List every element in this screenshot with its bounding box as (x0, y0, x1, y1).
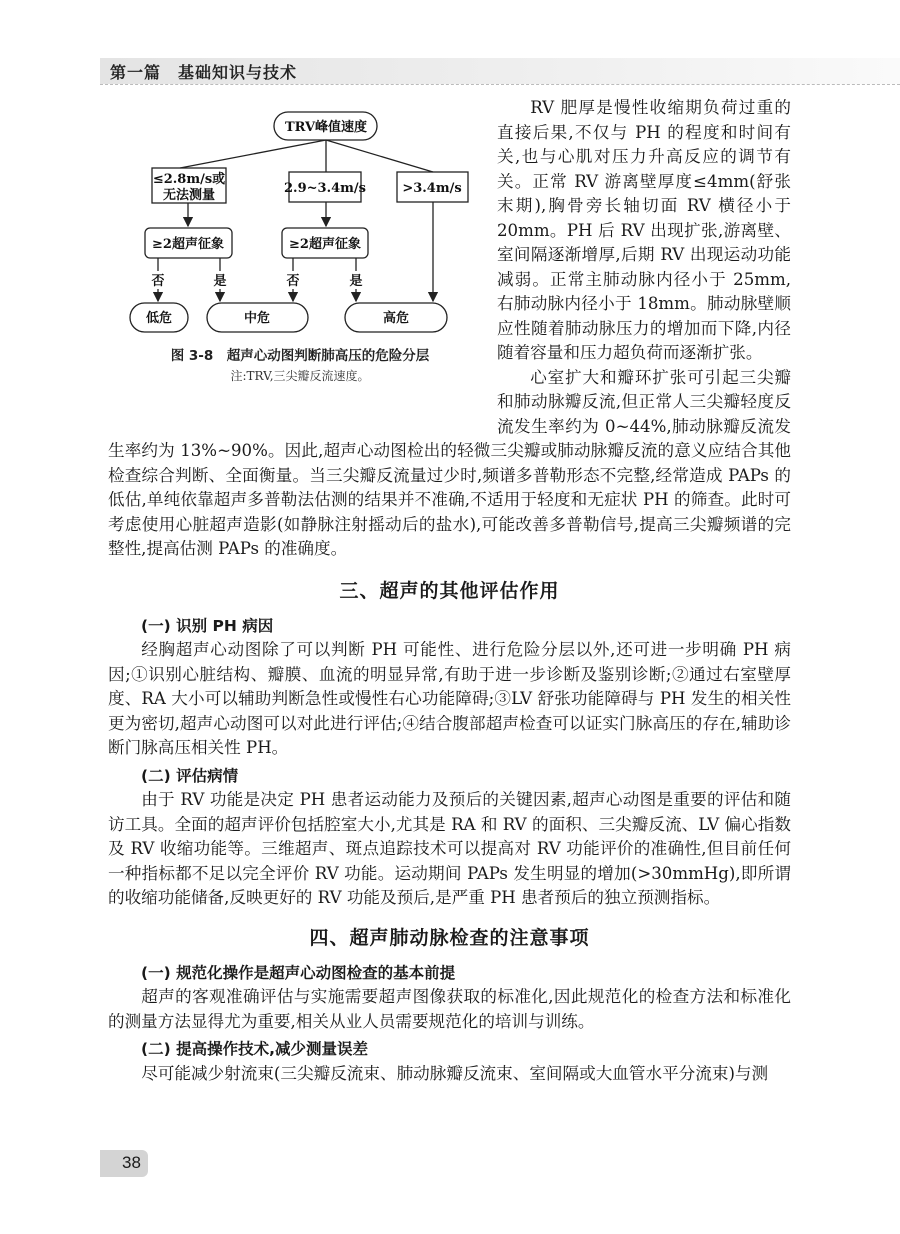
rv-paragraph: RV 肥厚是慢性收缩期负荷过重的直接后果,不仅与 PH 的程度和时间有关,也与心肌对压力升高反应的调节有关。正常 RV 游离壁厚度≤4mm(舒张末期),胸骨旁长轴切面 RV 横径小于20mm。PH 后 RV 出现扩张,游离壁、室间隔逐渐增厚,后期 RV 出现运动功能减弱。正常主肺动脉内径小于 25mm,右肺动脉内径小于 18mm。肺动脉壁顺应性随着肺动脉压力的增加而下降,内径随着容量和压力超负荷而逐渐扩张。 (497, 98, 791, 362)
section-4-title: 四、超声肺动脉检查的注意事项 (309, 926, 590, 949)
section-3-title: 三、超声的其他评估作用 (339, 579, 560, 602)
no-label-1: 否 (151, 274, 165, 289)
box1-line2: 无法测量 (162, 188, 216, 203)
sign1-label: ≥2超声征象 (152, 237, 224, 252)
box2-label: 2.9~3.4m/s (284, 181, 366, 196)
s3-paragraph-2: 由于 RV 功能是决定 PH 患者运动能力及预后的关键因素,超声心动图是重要的评估和随访工具。全面的超声评价包括腔室大小,尤其是 RA 和 RV 的面积、三尖瓣反流、LV 偏心指数及 RV 收缩功能等。三维超声、斑点追踪技术可以提高对 RV 功能评价的准确性,但目前任何一种指标都不足以完全评价 RV 功能。运动期间 PAPs 发生明显的增加(>30mmHg),即所谓的收缩功能储备,反映更好的 RV 功能及预后,是严重 PH 患者预后的独立预测指标。 (108, 790, 791, 907)
box1-line1: ≤2.8m/s或 (152, 172, 226, 187)
valve-paragraph-rest: 瓣和肺动脉瓣反流,但正常人三尖瓣轻度反流发生率约为 0~44%,肺动脉瓣反流发生率约为 13%~90%。因此,超声心动图检出的轻微三尖瓣或肺动脉瓣反流的意义应结合其他检查综合判断、全面衡量。当三尖瓣反流量过少时,频谱多普勒形态不完整,经常造成 PAPs 的低估,单纯依靠超声多普勒法估测的结果并不准确,不适用于轻度和无症状 PH 的筛查。此时可考虑使用心脏超声造影(如静脉注射摇动后的盐水),可能改善多普勒信号,提高三尖瓣频谱的完整性,提高估测 PAPs 的准确度。 (108, 367, 791, 558)
s4-paragraph-2: 尽可能减少射流束(三尖瓣反流束、肺动脉瓣反流束、室间隔或大血管水平分流束)与测 (141, 1063, 769, 1083)
yes-label-2: 是 (349, 274, 363, 289)
figure-space (108, 96, 497, 439)
sign2-label: ≥2超声征象 (289, 237, 361, 252)
chapter-title: 第一篇 基础知识与技术 (110, 63, 298, 82)
high-risk-label: 高危 (382, 311, 410, 326)
s4-subheading-1: (一) 规范化操作是超声心动图检查的基本前提 (141, 963, 456, 982)
s3-subheading-2: (二) 评估病情 (141, 766, 239, 785)
page-body (108, 96, 791, 1086)
no-label-2: 否 (286, 274, 300, 289)
figure-caption: 图 3-8 超声心动图判断肺高压的危险分层 (170, 348, 430, 364)
root-label: TRV峰值速度 (284, 120, 368, 135)
s4-paragraph-1: 超声的客观准确评估与实施需要超声图像获取的标准化,因此规范化的检查方法和标准化的测量方法显得尤为重要,相关从业人员需要规范化的培训与训练。 (108, 987, 791, 1031)
box3-label: >3.4m/s (402, 181, 462, 196)
page-number-tab (100, 1150, 148, 1177)
valve-paragraph-start: 心室扩大和瓣环扩张可引起三尖 (530, 367, 775, 387)
low-risk-label: 低危 (145, 311, 173, 326)
s3-subheading-1: (一) 识别 PH 病因 (141, 616, 274, 635)
mid-risk-label: 中危 (243, 311, 271, 326)
yes-label-1: 是 (213, 274, 227, 289)
s3-paragraph-1: 经胸超声心动图除了可以判断 PH 可能性、进行危险分层以外,还可进一步明确 PH 病因;①识别心脏结构、瓣膜、血流的明显异常,有助于进一步诊断及鉴别诊断;②通过右室壁厚度、RA 大小可以辅助判断急性或慢性右心功能障碍;③LV 舒张功能障碍与 PH 发生的相关性更为密切,超声心动图可以对此进行评估;④结合腹部超声检查可以证实门脉高压的存在,辅助诊断门脉高压相关性 PH。 (108, 640, 791, 757)
page-number: 38 (122, 1153, 141, 1172)
s4-subheading-2: (二) 提高操作技术,减少测量误差 (141, 1040, 368, 1058)
figure-note: 注:TRV,三尖瓣反流速度。 (230, 369, 370, 383)
